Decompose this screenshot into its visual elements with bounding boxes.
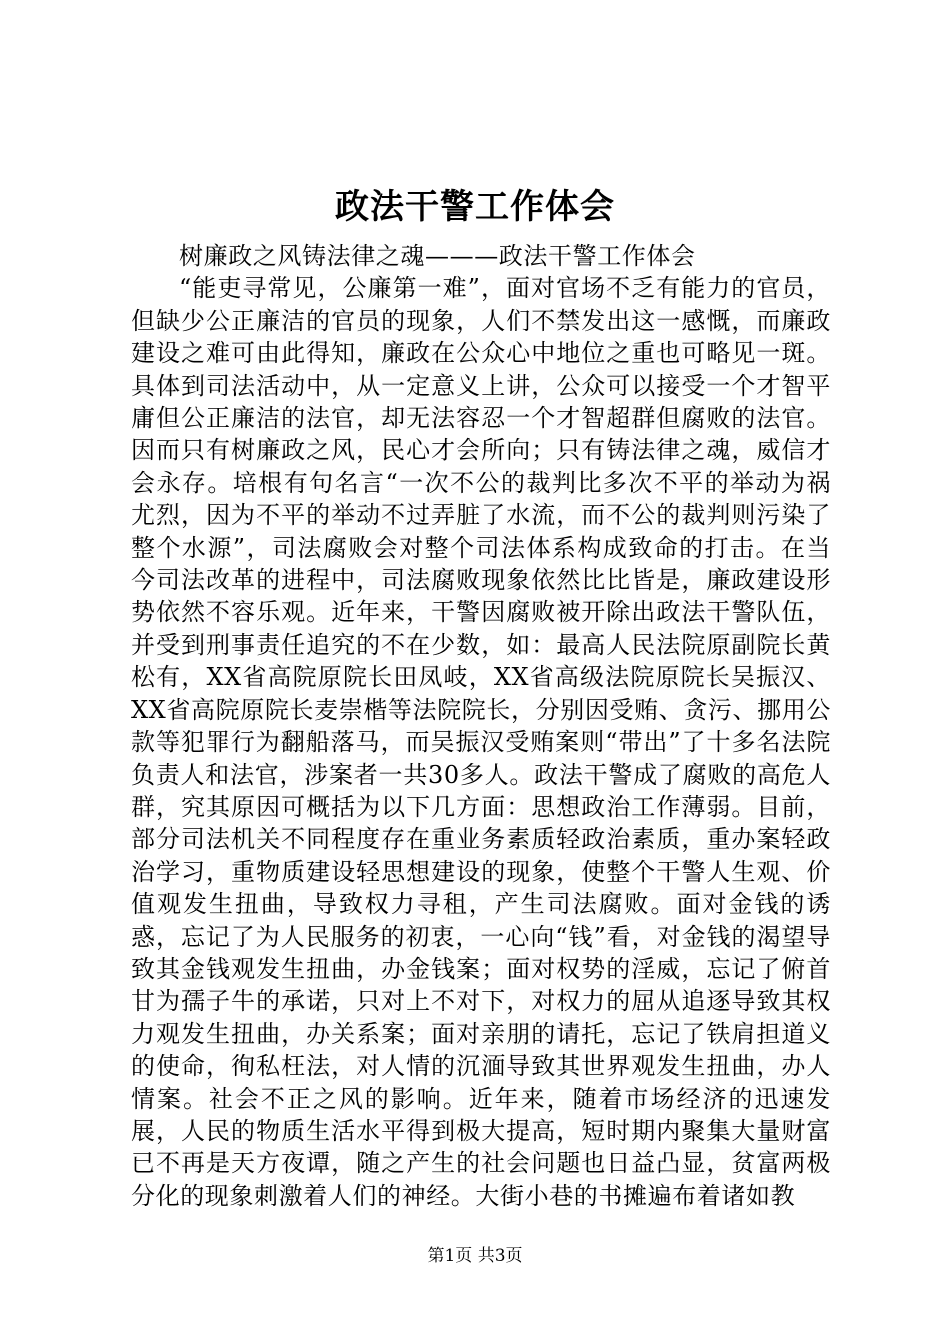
document-subtitle: 树廉政之风铸法律之魂———政法干警工作体会 [179, 242, 696, 270]
page-number: 第1页 共3页 [427, 1246, 523, 1266]
document-title: 政法干警工作体会 [335, 187, 615, 227]
document-body [131, 240, 831, 1212]
body-paragraph: “能吏寻常见，公廉第一难”，面对官场不乏有能力的官员，但缺少公正廉洁的官员的现象，人们不禁发出这一感慨，而廉政建设之难可由此得知，廉政在公众心中地位之重也可略见一斑。具体到司法活动中，从一定意义上讲，公众可以接受一个才智平庸但公正廉洁的法官，却无法容忍一个才智超群但腐败的法官。因而只有树廉政之风，民心才会所向；只有铸法律之魂，威信才会永存。培根有句名言“一次不公的裁判比多次不平的举动为祸尤烈，因为不平的举动不过弄脏了水流，而不公的裁判则污染了整个水源”，司法腐败会对整个司法体系构成致命的打击。在当今司法改革的进程中，司法腐败现象依然比比皆是，廉政建设形势依然不容乐观。近年来，干警因腐败被开除出政法干警队伍，并受到刑事责任追究的不在少数，如：最高人民法院原副院长黄松有，XX省高院原院长田凤岐，XX省高级法院原院长吴振汉、XX省高院原院长麦崇楷等法院院长，分别因受贿、贪污、挪用公款等犯罪行为翻船落马，而吴振汉受贿案则“带出”了十多名法院负责人和法官，涉案者一共30多人。政法干警成了腐败的高危人群，究其原因可概括为以下几方面：思想政治工作薄弱。目前，部分司法机关不同程度存在重业务素质轻政治素质，重办案轻政治学习，重物质建设轻思想建设的现象，使整个干警人生观、价值观发生扭曲，导致权力寻租，产生司法腐败。面对金钱的诱惑，忘记了为人民服务的初衷，一心向“钱”看，对金钱的渴望导致其金钱观发生扭曲，办金钱案；面对权势的淫威，忘记了俯首甘为孺子牛的承诺，只对上不对下，对权力的屈从追逐导致其权力观发生扭曲，办关系案；面对亲朋的请托，忘记了铁肩担道义的使命，徇私枉法，对人情的沉湎导致其世界观发生扭曲，办人情案。社会不正之风的影响。近年来，随着市场经济的迅速发展，人民的物质生活水平得到极大提高，短时期内聚集大量财富已不再是天方夜谭，随之产生的社会问题也日益凸显，贫富两极分化的现象刺激着人们的神经。大街小巷的书摊遍布着诸如教 [131, 274, 831, 1210]
